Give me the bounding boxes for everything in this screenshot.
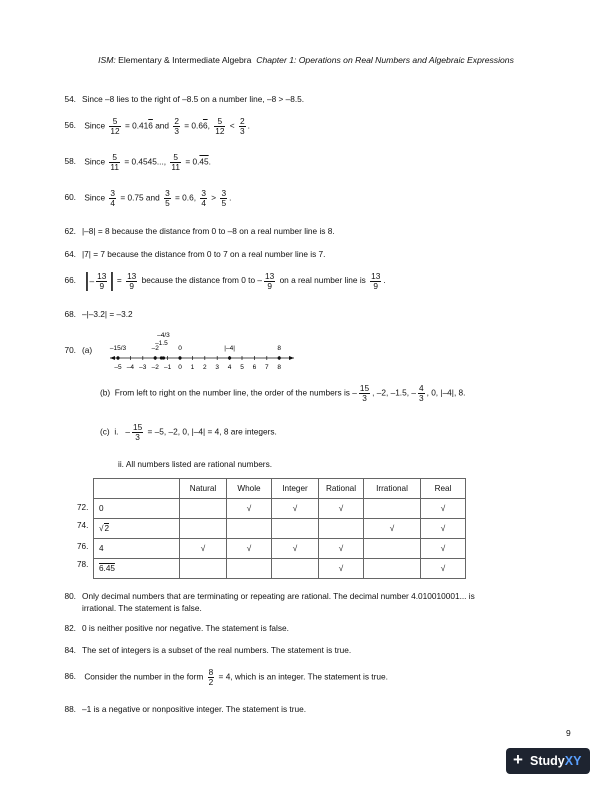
problem-60: 60. Since $\frac{3}{4}$ = 0.75 and $\frac{3}{5}$ = 0.6, $\frac{3}{4}$ > $\frac{3}{5}$ . — [54, 189, 231, 207]
tick-label: 1 — [190, 364, 195, 371]
text: = 4, which is an integer. The statement is true. — [218, 671, 388, 682]
fraction: $\frac{13}{9}$ — [97, 270, 107, 291]
point-label: 8 — [277, 345, 282, 352]
studyxy-logo — [506, 748, 590, 774]
point-marker — [178, 356, 181, 359]
text: Consider the number in the form — [84, 671, 204, 682]
text: because the distance from 0 to — [141, 275, 256, 286]
part-label: (b) — [100, 387, 111, 398]
arrow-left-icon — [110, 356, 115, 360]
col-irrational: Irrational — [364, 479, 421, 499]
fraction: $\frac{13}{9}$ — [127, 270, 137, 291]
repeating-digit: 6 — [202, 120, 208, 131]
problem-62 — [54, 226, 335, 236]
text: = 0.4545..., — [124, 156, 167, 167]
sqrt-radicand: 2 — [104, 524, 110, 533]
operator: = — [116, 275, 122, 286]
problem-number: 74. — [77, 521, 89, 530]
tick-label: –3 — [139, 364, 147, 371]
table-row: 6.45 √ √ — [94, 559, 466, 579]
fraction: $\frac{3}{4}$ — [110, 188, 116, 208]
problem-70c: (c) i. – $\frac{15}{3}$ = –5, –2, 0, |–4| = 4, 8 are integers. — [100, 422, 277, 442]
point-label: –2 — [151, 345, 159, 352]
table-row: 0 √ √ √ √ — [94, 499, 466, 519]
problem-number: 82. — [64, 623, 76, 633]
problem-68 — [54, 309, 133, 319]
problem-text: Only decimal numbers that are terminating or repeating are rational. The decimal number 4.010010001... is — [82, 591, 475, 601]
problem-84 — [54, 645, 351, 655]
problem-number: 70. — [64, 345, 76, 355]
header-book-title: Elementary & Intermediate Algebra — [115, 55, 252, 65]
problem-88 — [54, 704, 306, 714]
tick-label: –4 — [126, 364, 135, 371]
tick-label: 6 — [252, 364, 257, 371]
text: on a real number line is — [279, 275, 366, 286]
text: ii. All numbers listed are rational numbers. — [118, 459, 273, 469]
problem-80 — [54, 590, 475, 614]
fraction: $\frac{2}{3}$ — [174, 116, 179, 136]
problem-number: 80. — [64, 591, 76, 601]
problem-number: 72. — [77, 503, 89, 512]
text: Since — [84, 120, 106, 131]
problem-number: 54. — [64, 94, 76, 104]
tick-label: 5 — [240, 364, 244, 371]
problem-54 — [54, 94, 304, 104]
problem-70b: (b) From left to right on the number line, the order of the numbers is – $\frac{15}{3}$ , –2, –1.5, – $\frac{4}{3}$ , 0, |–4|, 8. — [100, 383, 466, 403]
problem-text: –1 is a negative or nonpositive integer. The statement is true. — [82, 704, 306, 714]
problem-text: The set of integers is a subset of the real numbers. The statement is true. — [82, 645, 352, 655]
col-whole: Whole — [227, 479, 272, 499]
number-classification-table — [93, 478, 466, 579]
logo-wordmark: StudyXY — [530, 754, 582, 768]
text: = 0.6 — [184, 120, 203, 131]
problem-number: 78. — [77, 560, 89, 569]
fraction: $\frac{13}{9}$ — [371, 270, 381, 291]
text: = 0.6, — [175, 192, 197, 203]
problem-number: 88. — [64, 704, 76, 714]
problem-56: 56. Since $\frac{5}{12}$ = 0.416 and $\frac{2}{3}$ = 0.66, $\frac{5}{12}$ < $\frac{2}{3}$ . — [54, 117, 250, 135]
part-label: (c) — [100, 426, 110, 437]
row-label: 0 — [94, 499, 180, 519]
problem-82 — [54, 623, 289, 633]
problem-number: 68. — [64, 309, 76, 319]
problem-text: –|–3.2| = –3.2 — [82, 309, 133, 319]
fraction: $\frac{5}{12}$ — [215, 116, 225, 136]
point-label: –15/3 — [109, 345, 127, 352]
problem-number: 60. — [64, 192, 76, 203]
problem-text: Since –8 lies to the right of –8.5 on a number line, –8 > –8.5. — [82, 94, 305, 104]
fraction: $\frac{3}{4}$ — [201, 188, 206, 208]
fraction: $\frac{5}{11}$ — [110, 152, 120, 172]
abs-bar-left: | — [84, 270, 90, 292]
page-number: 9 — [566, 728, 571, 738]
problem-number: 64. — [64, 249, 76, 259]
problem-number: 58. — [64, 156, 76, 167]
tick-label: –1 — [163, 364, 172, 371]
fraction: $\frac{5}{11}$ — [171, 152, 181, 172]
header-chapter: Chapter 1: Operations on Real Numbers and Algebraic Expressions — [256, 55, 514, 65]
problem-number: 56. — [64, 120, 76, 131]
problem-number: 76. — [77, 542, 89, 551]
sub-label: i. — [114, 426, 119, 437]
problem-text: 0 is neither positive nor negative. The statement is false. — [82, 623, 289, 633]
text: = 0.41 — [124, 120, 149, 131]
number-line — [108, 328, 298, 374]
point-marker — [228, 356, 231, 359]
problem-number: 66. — [64, 275, 76, 286]
text: and — [155, 120, 170, 131]
point-label: –1.5 — [155, 340, 168, 347]
col-real: Real — [421, 479, 466, 499]
problem-number: 84. — [64, 645, 76, 655]
operator: > — [211, 192, 217, 203]
fraction: $\frac{15}{3}$ — [133, 422, 143, 442]
problem-58: 58. Since $\frac{5}{11}$ = 0.4545..., $\frac{5}{11}$ = 0.45. — [54, 153, 211, 171]
text: Since — [84, 156, 106, 167]
problem-text: |7| = 7 because the distance from 0 to 7 on a real number line is 7. — [82, 249, 326, 259]
fraction: $\frac{15}{3}$ — [359, 383, 370, 403]
problem-number: 62. — [64, 226, 76, 236]
text: = –5, –2, 0, |–4| = 4, 8 are integers. — [147, 426, 277, 437]
plus-icon: + — [513, 750, 523, 769]
problem-70 — [54, 345, 92, 355]
text: From left to right on the number line, the order of the numbers is — [114, 387, 350, 398]
header-book-label: ISM: — [98, 55, 116, 65]
operator: < — [229, 120, 235, 131]
tick-label: 2 — [202, 364, 207, 371]
problem-86 — [54, 668, 388, 686]
fraction: $\frac{4}{3}$ — [418, 383, 424, 403]
fraction: $\frac{2}{3}$ — [239, 116, 245, 136]
arrow-right-icon — [289, 356, 294, 360]
text: = 0.75 and — [120, 192, 160, 203]
tick-label: 7 — [264, 364, 269, 371]
col-natural: Natural — [180, 479, 227, 499]
table-row: 4 √ √ √ √ √ — [94, 539, 466, 559]
point-label: –4/3 — [157, 332, 170, 339]
problem-66: 66. |– $\frac{13}{9}$ | = $\frac{13}{9}$ because the distance from 0 to – $\frac{13}{9}$ on a real number line is $\frac{13}{9}$ . — [54, 271, 386, 291]
point-marker — [154, 356, 157, 359]
point-marker — [278, 356, 281, 359]
repeating-decimal: 6.45 — [99, 564, 115, 573]
point-marker — [162, 356, 165, 359]
running-header — [0, 55, 612, 65]
fraction: $\frac{3}{5}$ — [165, 188, 170, 208]
point-label: 0 — [178, 345, 182, 352]
fraction: $\frac{3}{5}$ — [221, 188, 227, 208]
fraction: $\frac{5}{12}$ — [110, 116, 120, 136]
row-label: 4 — [94, 539, 180, 559]
tick-label: –5 — [114, 364, 122, 371]
row-label — [94, 559, 180, 579]
text: Since — [84, 192, 106, 203]
fraction: $\frac{13}{9}$ — [265, 270, 275, 291]
text: = 0. — [185, 156, 200, 167]
col-integer: Integer — [272, 479, 319, 499]
table-row: √2 √ √ — [94, 519, 466, 539]
part-label: (a) — [82, 345, 93, 355]
abs-bar-right: | — [109, 270, 115, 292]
point-marker — [116, 356, 119, 359]
tick-label: 3 — [215, 364, 220, 371]
problem-64 — [54, 249, 325, 259]
tick-label: –2 — [151, 364, 159, 371]
problem-number: 86. — [64, 671, 76, 682]
problem-text: irrational. The statement is false. — [82, 603, 202, 613]
repeating-digit: 6 — [148, 120, 153, 131]
row-label: √2 — [94, 519, 180, 539]
tick-label: 0 — [178, 364, 182, 371]
repeating-digit: 45 — [199, 156, 209, 167]
problem-text: |–8| = 8 because the distance from 0 to –8 on a real number line is 8. — [82, 226, 335, 236]
tick-label: 4 — [227, 364, 232, 371]
problem-70c-ii — [118, 459, 272, 469]
table-header-row — [94, 479, 466, 499]
tick-label: 8 — [277, 364, 282, 371]
point-label: |–4| — [224, 345, 235, 352]
col-rational: Rational — [319, 479, 364, 499]
fraction: $\frac{8}{2}$ — [208, 667, 214, 687]
